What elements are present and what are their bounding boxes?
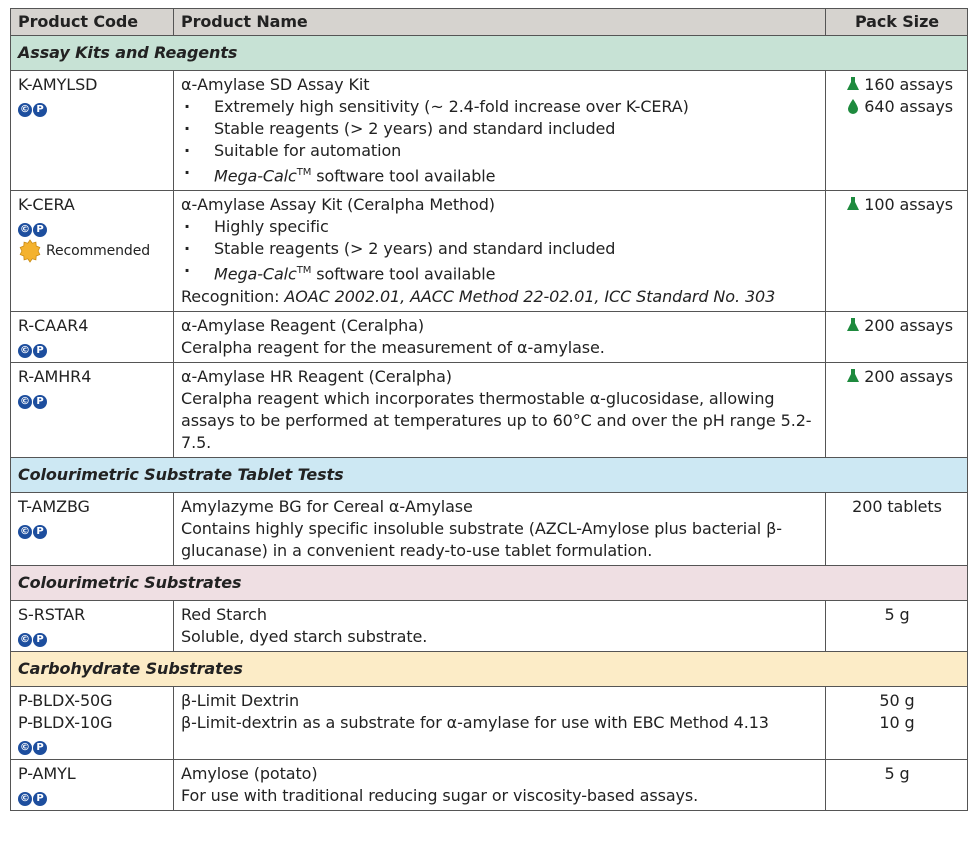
header-row <box>11 9 968 36</box>
table-row <box>11 191 968 311</box>
pack-size-cell <box>826 600 968 651</box>
bullet-item: · Stable reagents (> 2 years) and standard included <box>181 238 819 260</box>
pack-size-cell <box>826 311 968 362</box>
bullet-item: · Mega-Calc™ software tool available <box>181 162 819 187</box>
header-product-name: Product Name <box>174 9 826 36</box>
section-colourimetric-substrates <box>11 565 968 600</box>
section-title: Carbohydrate Substrates <box>11 651 968 686</box>
pack-size-item: 200 assays <box>833 315 953 337</box>
product-title[interactable]: Red Starch <box>181 604 267 624</box>
bullet-item: · Stable reagents (> 2 years) and standard included <box>181 118 819 140</box>
product-code-cell <box>11 492 174 565</box>
product-code-cell <box>11 362 174 457</box>
product-code: R-AMHR4 <box>18 366 92 386</box>
product-title[interactable]: Amylazyme BG for Cereal α-Amylase <box>181 496 473 516</box>
copyright-p-icon: © P <box>18 741 47 755</box>
product-code-cell <box>11 600 174 651</box>
pack-size-cell <box>826 686 968 759</box>
flask-icon <box>846 196 860 212</box>
table-row <box>11 492 968 565</box>
table-row <box>11 362 968 457</box>
section-carbohydrate-substrates <box>11 651 968 686</box>
pack-size-cell <box>826 492 968 565</box>
table-row <box>11 600 968 651</box>
pack-size-cell <box>826 759 968 810</box>
product-description: Contains highly specific insoluble substrate (AZCL-Amylose plus bacterial β-glucanase) in a convenient ready-to-use tablet formulation. <box>181 518 782 560</box>
product-title[interactable]: β-Limit Dextrin <box>181 690 300 710</box>
product-name-cell <box>174 759 826 810</box>
section-title: Colourimetric Substrate Tablet Tests <box>11 457 968 492</box>
pack-size-cell <box>826 362 968 457</box>
bullet-item: · Suitable for automation <box>181 140 819 162</box>
product-description: For use with traditional reducing sugar or viscosity-based assays. <box>181 785 699 805</box>
pack-size-item: 160 assays <box>833 74 953 96</box>
pack-size-item: 10 g <box>879 712 915 732</box>
pack-size-item: 5 g <box>884 763 910 783</box>
copyright-p-icon: © P <box>18 525 47 539</box>
product-title[interactable]: Amylose (potato) <box>181 763 318 783</box>
pack-size-cell <box>826 71 968 191</box>
product-title[interactable]: α-Amylase Assay Kit (Ceralpha Method) <box>181 195 495 215</box>
copyright-p-icon: © P <box>18 103 47 117</box>
product-name-cell <box>174 71 826 191</box>
product-title[interactable]: α-Amylase Reagent (Ceralpha) <box>181 315 425 335</box>
table-row <box>11 686 968 759</box>
product-name-cell <box>174 362 826 457</box>
pack-size-item: 50 g <box>879 690 915 710</box>
droplet-icon <box>846 98 860 114</box>
product-code-cell <box>11 686 174 759</box>
product-code-cell <box>11 191 174 311</box>
recognition-text: Recognition: AOAC 2002.01, AACC Method 22-02.01, ICC Standard No. 303 <box>181 286 776 306</box>
star-badge-icon <box>18 239 42 263</box>
product-description: Ceralpha reagent which incorporates thermostable α-glucosidase, allowing assays to be performed at temperatures up to 60°C and over the pH range 5.2-7.5. <box>181 388 812 452</box>
header-product-code: Product Code <box>11 9 174 36</box>
header-pack-size: Pack Size <box>826 9 968 36</box>
section-title: Colourimetric Substrates <box>11 565 968 600</box>
bullet-item: · Extremely high sensitivity (~ 2.4-fold increase over K-CERA) <box>181 96 819 118</box>
bullet-item: · Mega-Calc™ software tool available <box>181 260 819 285</box>
section-assay-kits <box>11 36 968 71</box>
mega-calc-label: Mega-Calc <box>214 166 297 186</box>
bullet-item: · Highly specific <box>181 216 819 238</box>
pack-size-item: 100 assays <box>833 194 953 216</box>
product-title[interactable]: α-Amylase HR Reagent (Ceralpha) <box>181 366 452 386</box>
product-code: K-AMYLSD <box>18 75 98 94</box>
product-name-cell <box>174 600 826 651</box>
section-tablet-tests <box>11 457 968 492</box>
product-code: P-BLDX-50G <box>18 690 113 710</box>
section-title: Assay Kits and Reagents <box>11 36 968 71</box>
flask-icon <box>846 317 860 333</box>
product-code-cell <box>11 311 174 362</box>
product-description: Ceralpha reagent for the measurement of α-amylase. <box>181 337 605 357</box>
product-name-cell <box>174 492 826 565</box>
copyright-p-icon: © P <box>18 792 47 806</box>
table-row <box>11 311 968 362</box>
product-description: Soluble, dyed starch substrate. <box>181 626 428 646</box>
product-name-cell <box>174 311 826 362</box>
product-code: T-AMZBG <box>18 496 90 516</box>
pack-size-item: 200 assays <box>833 366 953 388</box>
product-name-cell <box>174 686 826 759</box>
copyright-p-icon: © P <box>18 223 47 237</box>
copyright-p-icon: © P <box>18 633 47 647</box>
flask-icon <box>846 368 860 384</box>
product-code-cell <box>11 759 174 810</box>
recommended-badge: Recommended <box>18 239 167 263</box>
flask-icon <box>846 76 860 92</box>
pack-size-item: 640 assays <box>833 96 953 118</box>
product-code: P-AMYL <box>18 763 76 783</box>
pack-size-item: 200 tablets <box>852 496 942 516</box>
product-code-cell <box>11 71 174 191</box>
pack-size-item: 5 g <box>884 604 910 624</box>
product-name-cell <box>174 191 826 311</box>
pack-size-cell <box>826 191 968 311</box>
table-row <box>11 71 968 191</box>
product-code: P-BLDX-10G <box>18 712 113 732</box>
copyright-p-icon: © P <box>18 344 47 358</box>
table-row <box>11 759 968 810</box>
product-code: S-RSTAR <box>18 604 86 624</box>
product-code: K-CERA <box>18 195 75 215</box>
product-title[interactable]: α-Amylase SD Assay Kit <box>181 75 370 94</box>
copyright-p-icon: © P <box>18 395 47 409</box>
product-description: β-Limit-dextrin as a substrate for α-amylase for use with EBC Method 4.13 <box>181 712 769 732</box>
product-code: R-CAAR4 <box>18 315 89 335</box>
product-table <box>10 8 968 811</box>
